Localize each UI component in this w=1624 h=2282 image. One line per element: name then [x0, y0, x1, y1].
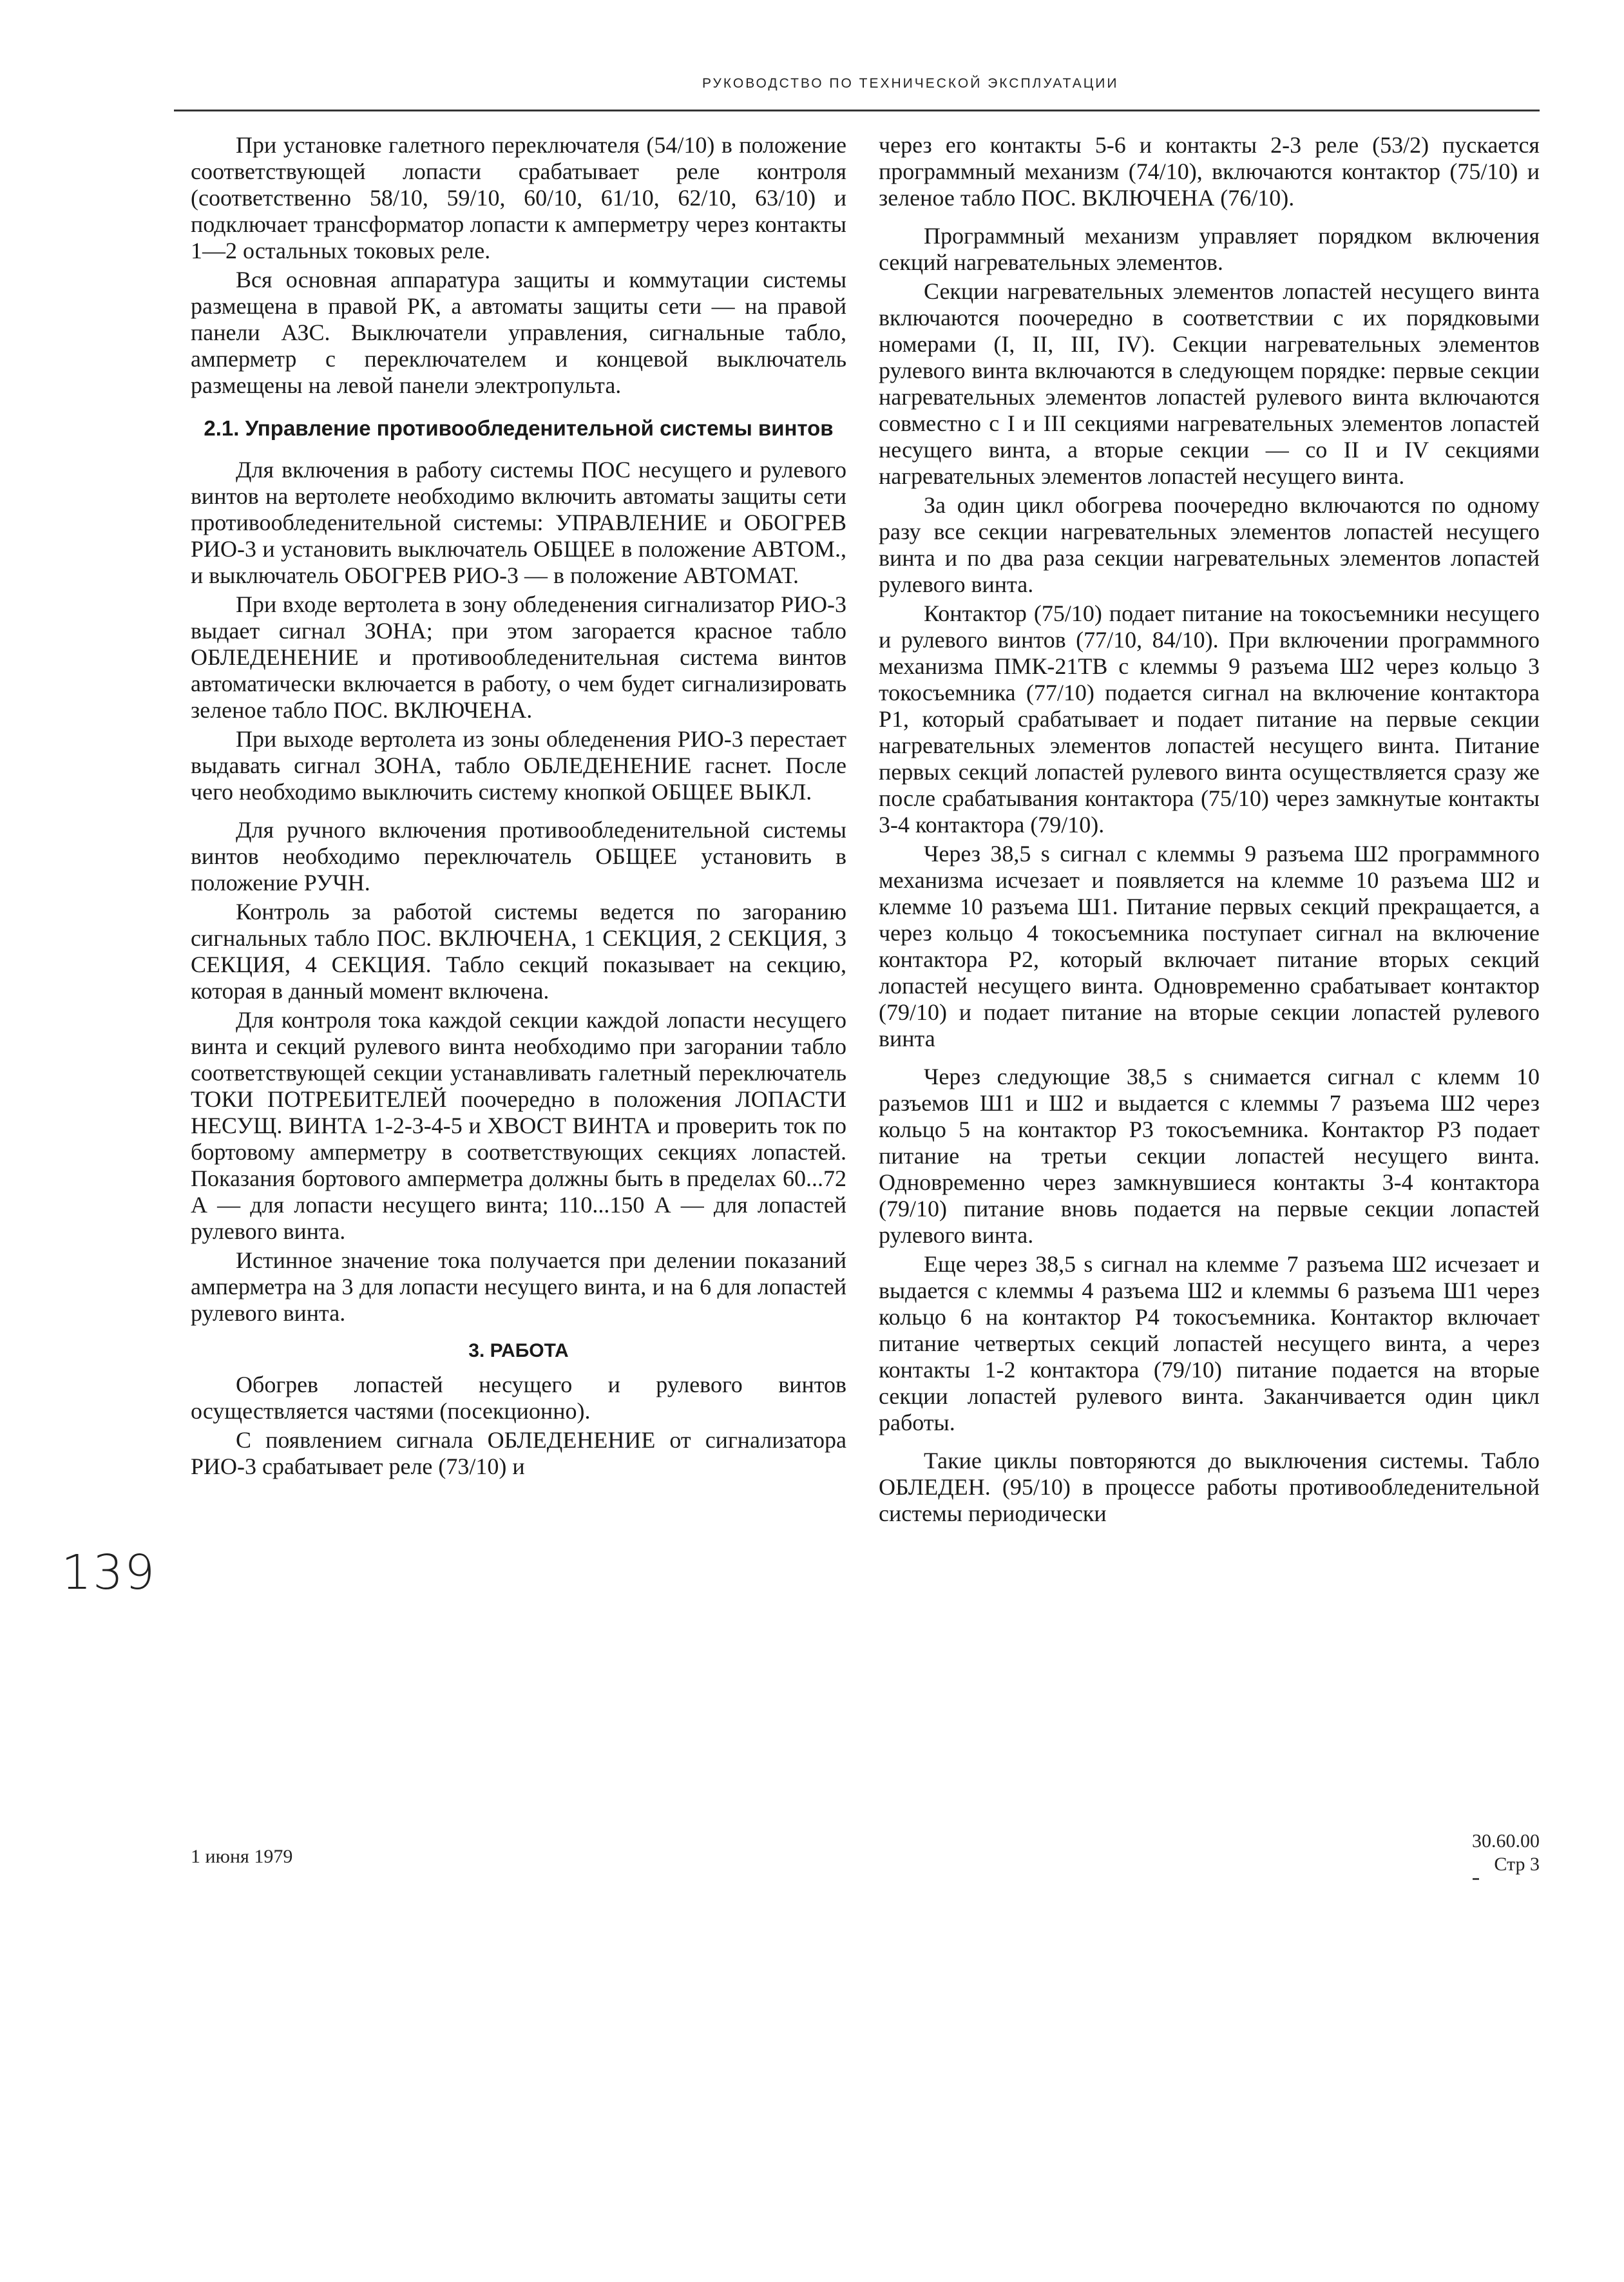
header-rule	[174, 110, 1540, 111]
paragraph: Контроль за работой системы ведется по загоранию сигнальных табло ПОС. ВКЛЮЧЕНА, 1 СЕКЦИЯ, 2 СЕКЦИЯ, 3 СЕКЦИЯ, 4 СЕКЦИЯ. Табло секций показывает на секцию, которая в данный момент включена.	[191, 899, 846, 1004]
paragraph: Вся основная аппаратура защиты и коммутации системы размещена в правой РК, а автоматы защиты сети — на правой панели АЗС. Выключатели управления, сигнальные табло, амперметр с переключателем и концевой выключатель размещены на левой панели электропульта.	[191, 267, 846, 398]
paragraph: Через 38,5 s сигнал с клеммы 9 разъема Ш2 программного механизма исчезает и появляется на клемме 10 разъема Ш2 и клемме 10 разъема Ш1. Питание первых секций прекращается, а через кольцо 4 токосъемника поступает сигнал на включение контактора Р2, который включает питание вторых секций лопастей несущего винта. Одновременно срабатывает контактор (79/10) и подает питание на вторые секции лопастей рулевого винта	[879, 841, 1540, 1051]
paragraph: Программный механизм управляет порядком включения секций нагревательных элементов.	[879, 223, 1540, 275]
section-heading: 2.1. Управление противообледенительной системы винтов	[204, 416, 834, 440]
paragraph: Для включения в работу системы ПОС несущего и рулевого винтов на вертолете необходимо включить автоматы защиты сети противообледенительной системы: УПРАВЛЕНИЕ и ОБОГРЕВ РИО-3 и установить выключатель ОБЩЕЕ в положение АВТОМ., и выключатель ОБОГРЕВ РИО-3 — в положение АВТОМАТ.	[191, 457, 846, 588]
footer-code-block	[1417, 1830, 1540, 1876]
paragraph: Обогрев лопастей несущего и рулевого винтов осуществляется частями (посекционно).	[191, 1372, 846, 1424]
section-heading: 3. РАБОТА	[468, 1340, 569, 1361]
paragraph: Через следующие 38,5 s снимается сигнал с клемм 10 разъемов Ш1 и Ш2 и выдается с клеммы 7 разъема Ш2 через кольцо 5 на контактор Р3 токосъемника. Контактор Р3 подает питание на третьи секции лопастей несущего винта. Одновременно через замкнувшиеся контакты 3-4 контактора (79/10) питание вновь подается на первые секции лопастей рулевого винта.	[879, 1064, 1540, 1248]
document-code: 30.60.00	[1472, 1830, 1540, 1852]
paragraph: Для ручного включения противообледенительной системы винтов необходимо переключатель ОБЩЕЕ установить в положение РУЧН.	[191, 817, 846, 896]
page-header-title: РУКОВОДСТВО ПО ТЕХНИЧЕСКОЙ ЭКСПЛУАТАЦИИ	[702, 76, 1119, 91]
left-column	[191, 132, 846, 1480]
right-column	[879, 132, 1540, 1527]
paragraph: При входе вертолета в зону обледенения сигнализатор РИО-3 выдает сигнал ЗОНА; при этом загорается красное табло ОБЛЕДЕНЕНИЕ и противообледенительная система винтов автоматически включается в работу, о чем будет сигнализировать зеленое табло ПОС. ВКЛЮЧЕНА.	[191, 591, 846, 723]
paragraph: Такие циклы повторяются до выключения системы. Табло ОБЛЕДЕН. (95/10) в процессе работы противообледенительной системы периодически	[879, 1448, 1540, 1526]
paragraph: При выходе вертолета из зоны обледенения РИО-3 перестает выдавать сигнал ЗОНА, табло ОБЛЕДЕНЕНИЕ гаснет. После чего необходимо выключить систему кнопкой ОБЩЕЕ ВЫКЛ.	[191, 726, 846, 805]
paragraph: Для контроля тока каждой секции каждой лопасти несущего винта и секций рулевого винта необходимо при загорании табло соответствующей секции устанавливать галетный переключатель ТОКИ ПОТРЕБИТЕЛЕЙ поочередно в положения ЛОПАСТИ НЕСУЩ. ВИНТА 1-2-3-4-5 и ХВОСТ ВИНТА и проверить ток по бортовому амперметру в соответствующих секциях лопастей. Показания бортового амперметра должны быть в пределах 60...72 А — для лопасти несущего винта; 110...150 А — для лопастей рулевого винта.	[191, 1007, 846, 1244]
page-number: Стр 3	[1494, 1854, 1540, 1875]
handwritten-page-number: 139	[61, 1545, 157, 1600]
paragraph: Истинное значение тока получается при делении показаний амперметра на 3 для лопасти несущего винта, и на 6 для лопастей рулевого винта.	[191, 1247, 846, 1326]
footer-date: 1 июня 1979	[191, 1846, 293, 1867]
footer-dash	[1473, 1878, 1479, 1880]
paragraph: Контактор (75/10) подает питание на токосъемники несущего и рулевого винтов (77/10, 84/10). При включении программного механизма ПМК-21ТВ с клеммы 9 разъема Ш2 через кольцо 3 токосъемника (77/10) подается сигнал на включение контактора Р1, который срабатывает и подает питание на первые секции нагревательных элементов лопастей несущего винта. Питание первых секций лопастей рулевого винта осуществляется сразу же после срабатывания контактора (75/10) через замкнутые контакты 3-4 контактора (79/10).	[879, 600, 1540, 838]
paragraph: За один цикл обогрева поочередно включаются по одному разу все секции нагревательных элементов лопастей несущего винта и по два раза секции нагревательных элементов лопастей рулевого винта.	[879, 492, 1540, 597]
paragraph: При установке галетного переключателя (54/10) в положение соответствующей лопасти срабатывает реле контроля (соответственно 58/10, 59/10, 60/10, 61/10, 62/10, 63/10) и подключает трансформатор лопасти к амперметру через контакты 1—2 остальных токовых реле.	[191, 132, 846, 264]
paragraph: С появлением сигнала ОБЛЕДЕНЕНИЕ от сигнализатора РИО-3 срабатывает реле (73/10) и	[191, 1427, 846, 1479]
paragraph: Еще через 38,5 s сигнал на клемме 7 разъема Ш2 исчезает и выдается с клеммы 4 разъема Ш2 и клеммы 6 разъема Ш1 через кольцо 6 на контактор Р4 токосъемника. Контактор включает питание четвертых секций лопастей несущего винта, а через контакты 1-2 контактора (79/10) питание подается на вторые секции лопастей рулевого винта. Заканчивается один цикл работы.	[879, 1251, 1540, 1435]
paragraph: Секции нагревательных элементов лопастей несущего винта включаются поочередно в соответствии с их порядковыми номерами (I, II, III, IV). Секции нагревательных элементов рулевого винта включаются в следующем порядке: первые секции нагревательных элементов лопастей рулевого винта включаются совместно с I и III секциями нагревательных элементов лопастей несущего винта, а вторые секции — со II и IV секциями нагревательных элементов лопастей несущего винта.	[879, 278, 1540, 489]
paragraph: через его контакты 5-6 и контакты 2-3 реле (53/2) пускается программный механизм (74/10), включаются контактор (75/10) и зеленое табло ПОС. ВКЛЮЧЕНА (76/10).	[879, 132, 1540, 211]
